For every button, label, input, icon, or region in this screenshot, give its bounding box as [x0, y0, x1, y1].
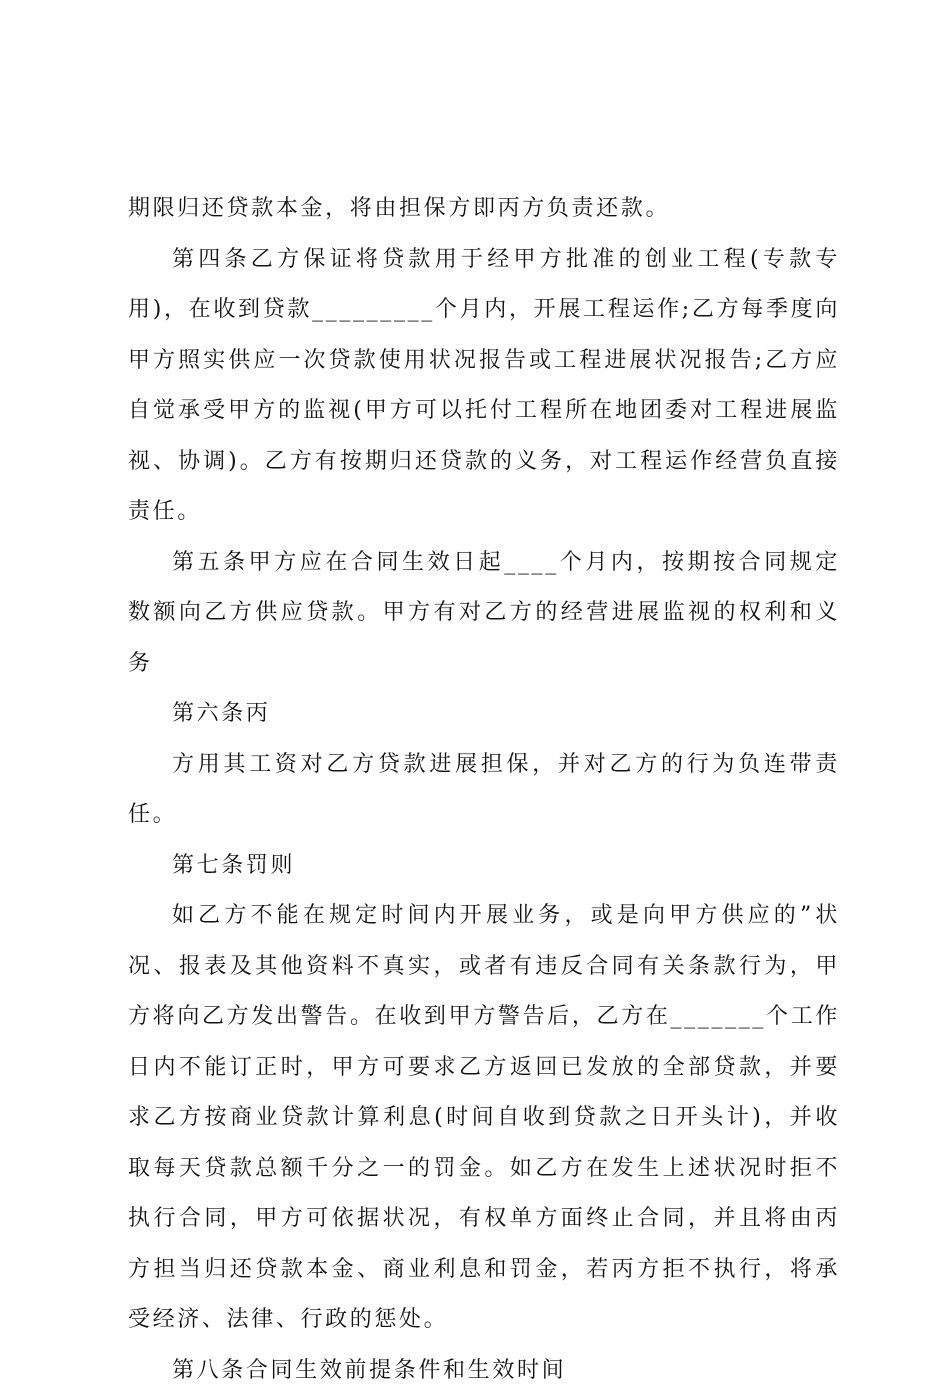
paragraph-article-6-body: 方用其工资对乙方贷款进展担保，并对乙方的行为负连带责任。: [128, 740, 840, 841]
paragraph-article-4: 第四条乙方保证将贷款用于经甲方批准的创业工程(专款专用)，在收到贷款_________个月内，开展工程运作;乙方每季度向甲方照实供应一次贷款使用状况报告或工程进展状况报告;乙方应自觉承受甲方的监视(甲方可以托付工程所在地团委对工程进展监视、协调)。乙方有按期归还贷款的义务，对工程运作经营负直接责任。: [128, 235, 840, 538]
heading-article-6: 第六条丙: [128, 689, 840, 740]
heading-article-7: 第七条罚则: [128, 841, 840, 892]
contract-body: [128, 184, 840, 1396]
paragraph-article-5: 第五条甲方应在合同生效日起____个月内，按期按合同规定数额向乙方供应贷款。甲方有对乙方的经营进展监视的权利和义务: [128, 538, 840, 690]
heading-article-8: 第八条合同生效前提条件和生效时间: [128, 1346, 840, 1396]
paragraph-article-7-body: 如乙方不能在规定时间内开展业务，或是向甲方供应的”状况、报表及其他资料不真实，或者有违反合同有关条款行为，甲方将向乙方发出警告。在收到甲方警告后，乙方在_______个工作日内不能订正时，甲方可要求乙方返回已发放的全部贷款，并要求乙方按商业贷款计算利息(时间自收到贷款之日开头计)，并收取每天贷款总额千分之一的罚金。如乙方在发生上述状况时拒不执行合同，甲方可依据状况，有权单方面终止合同，并且将由丙方担当归还贷款本金、商业利息和罚金，若丙方拒不执行，将承受经济、法律、行政的惩处。: [128, 891, 840, 1346]
paragraph-continuation: 期限归还贷款本金，将由担保方即丙方负责还款。: [128, 184, 840, 235]
